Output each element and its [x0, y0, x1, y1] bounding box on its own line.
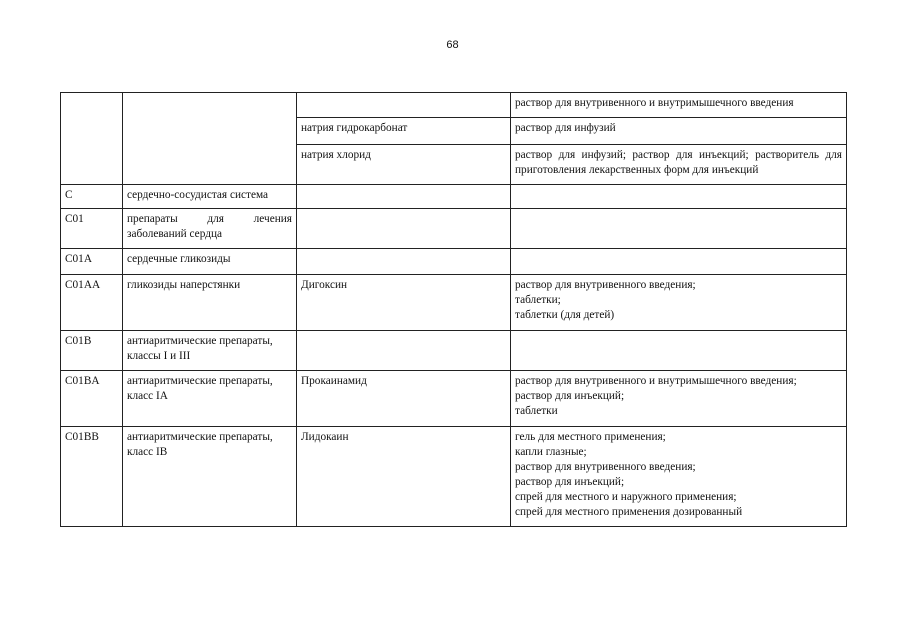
table-row — [61, 93, 847, 118]
inn-cell — [297, 331, 511, 371]
group-name-cell: антиаритмические препараты, класс IB — [123, 427, 297, 527]
dosage-form-cell — [511, 185, 847, 209]
inn-cell: Дигоксин — [297, 275, 511, 331]
dosage-form-cell: раствор для внутривенного и внутримышечного введения — [511, 93, 847, 118]
page-number: 68 — [446, 39, 459, 51]
drug-table — [60, 92, 847, 527]
dosage-form-cell: раствор для внутривенного и внутримышечного введения; раствор для инъекций; таблетки — [511, 371, 847, 427]
dosage-form-cell: раствор для инфузий — [511, 118, 847, 145]
table-row — [61, 209, 847, 249]
inn-cell: Лидокаин — [297, 427, 511, 527]
group-name-cell: антиаритмические препараты, классы I и III — [123, 331, 297, 371]
table-row — [61, 185, 847, 209]
inn-cell — [297, 249, 511, 275]
atc-code-cell: C01AA — [61, 275, 123, 331]
atc-code-cell: C01BB — [61, 427, 123, 527]
dosage-form-cell: раствор для инфузий; раствор для инъекций; растворитель для приготовления лекарственных форм для инъекций — [511, 145, 847, 185]
table-row — [61, 427, 847, 527]
dosage-form-cell: гель для местного применения; капли глазные; раствор для внутривенного введения; раствор для инъекций; спрей для местного и наружного применения; спрей для местного применения дозированный — [511, 427, 847, 527]
atc-code-cell — [61, 93, 123, 185]
table-row — [61, 275, 847, 331]
table-row — [61, 249, 847, 275]
atc-code-cell: C — [61, 185, 123, 209]
table-row — [61, 331, 847, 371]
inn-cell — [297, 209, 511, 249]
group-name-cell: препараты для лечения заболеваний сердца — [123, 209, 297, 249]
table-row — [61, 371, 847, 427]
group-name-cell: сердечно-сосудистая система — [123, 185, 297, 209]
atc-code-cell: C01A — [61, 249, 123, 275]
dosage-form-cell — [511, 209, 847, 249]
atc-code-cell: C01B — [61, 331, 123, 371]
inn-cell — [297, 185, 511, 209]
group-name-cell: сердечные гликозиды — [123, 249, 297, 275]
inn-cell: натрия хлорид — [297, 145, 511, 185]
atc-code-cell: C01BA — [61, 371, 123, 427]
inn-cell — [297, 93, 511, 118]
group-name-cell: гликозиды наперстянки — [123, 275, 297, 331]
dosage-form-cell — [511, 249, 847, 275]
group-name-cell — [123, 93, 297, 185]
group-name-cell: антиаритмические препараты, класс IA — [123, 371, 297, 427]
inn-cell: натрия гидрокарбонат — [297, 118, 511, 145]
inn-cell: Прокаинамид — [297, 371, 511, 427]
dosage-form-cell — [511, 331, 847, 371]
dosage-form-cell: раствор для внутривенного введения; таблетки; таблетки (для детей) — [511, 275, 847, 331]
atc-code-cell: C01 — [61, 209, 123, 249]
